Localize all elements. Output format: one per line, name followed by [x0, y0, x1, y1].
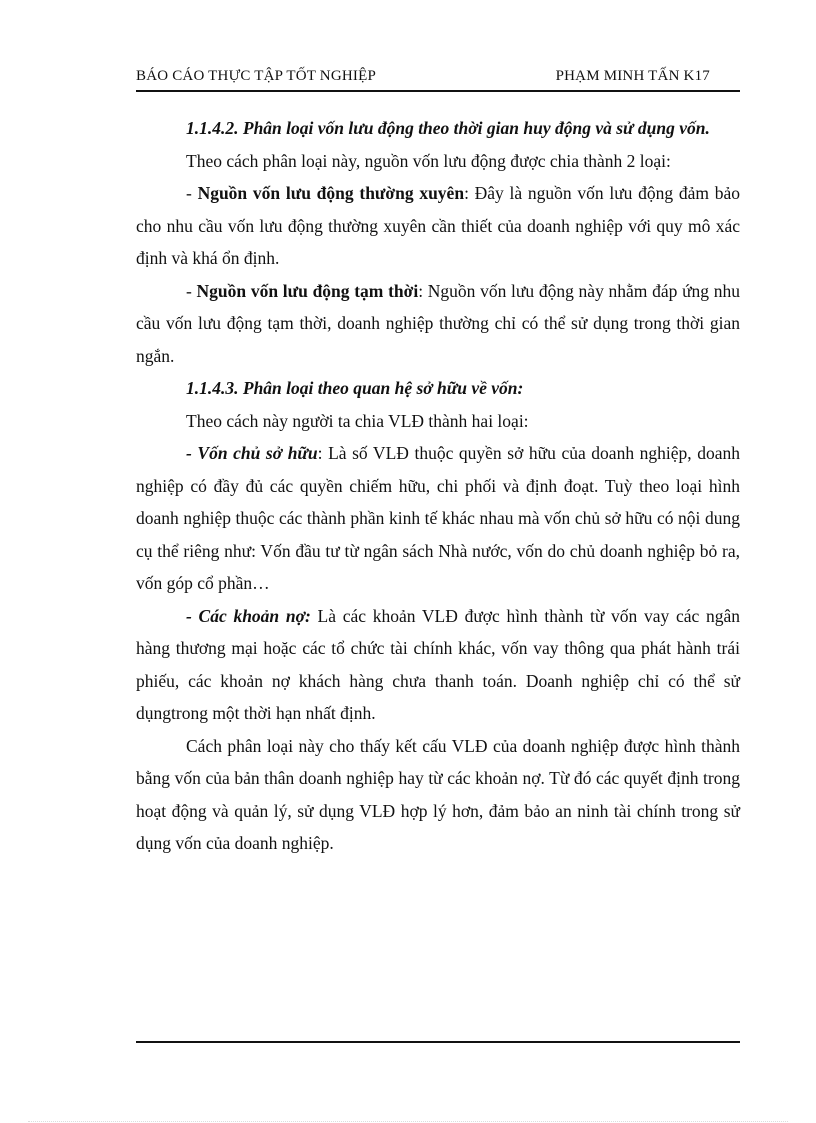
item-description: : Nguồn vốn lưu động này nhằm đáp ứng nhu cầu vốn lưu động tạm thời, doanh nghiệp thường chỉ có thể sử dụng trong thời gian ngắn. [136, 280, 740, 366]
section2-item-1 [136, 437, 740, 600]
term-owner-equity: - Vốn chủ sở hữu [186, 443, 318, 463]
item-prefix: - [186, 183, 198, 203]
item-prefix: - [186, 280, 197, 301]
term-temporary-capital: Nguồn vốn lưu động tạm thời [196, 280, 419, 301]
item-description: : Là số VLĐ thuộc quyền sở hữu của doanh nghiệp, doanh nghiệp có đầy đủ các quyền chiếm hữu, chi phối và định đoạt. Tuỳ theo loại hình doanh nghiệp thuộc các thành phần kinh tế khác nhau mà vốn chủ sở hữu có nội dung cụ thể riêng như: Vốn đầu tư từ ngân sách Nhà nước, vốn do chủ doanh nghiệp bỏ ra, vốn góp cổ phần… [136, 443, 740, 593]
section2-item-2 [136, 600, 740, 730]
header-report-title: BÁO CÁO THỰC TẬP TỐT NGHIỆP [136, 68, 376, 84]
page-header [136, 66, 740, 92]
section2-conclusion: Cách phân loại này cho thấy kết cấu VLĐ của doanh nghiệp được hình thành bằng vốn của bản thân doanh nghiệp hay từ các khoản nợ. Từ đó các quyết định trong hoạt động và quản lý, sử dụng VLĐ hợp lý hơn, đảm bảo an ninh tài chính trong sử dụng vốn của doanh nghiệp. [136, 735, 740, 853]
section1-intro: Theo cách phân loại này, nguồn vốn lưu động được chia thành 2 loại: [186, 150, 671, 171]
term-permanent-capital: Nguồn vốn lưu động thường xuyên [197, 183, 465, 203]
term-liabilities: - Các khoản nợ: [186, 605, 311, 626]
section-heading-1-1-4-3: 1.1.4.3. Phân loại theo quan hệ sở hữu về vốn: [186, 378, 524, 398]
section2-intro: Theo cách này người ta chia VLĐ thành hai loại: [186, 410, 529, 431]
item-description: : Đây là nguồn vốn lưu động đảm bảo cho nhu cầu vốn lưu động thường xuyên cần thiết của doanh nghiệp với quy mô xác định và khá ổn định. [136, 183, 741, 268]
header-author: PHẠM MINH TẤN K17 [555, 68, 710, 84]
section1-item-1 [136, 177, 740, 275]
footer-rule [136, 1041, 740, 1043]
document-body [136, 112, 740, 860]
section-heading-1-1-4-2: 1.1.4.2. Phân loại vốn lưu động theo thời gian huy động và sử dụng vốn. [186, 118, 710, 138]
page-edge-divider [28, 1121, 788, 1122]
item-description: Là các khoản VLĐ được hình thành từ vốn vay các ngân hàng thương mại hoặc các tổ chức tài chính khác, vốn vay thông qua phát hành trái phiếu, các khoản nợ khách hàng chưa thanh toán. Doanh nghiệp chỉ có thể sử dụngtrong một thời hạn nhất định. [136, 605, 740, 723]
section1-item-2 [136, 275, 740, 373]
